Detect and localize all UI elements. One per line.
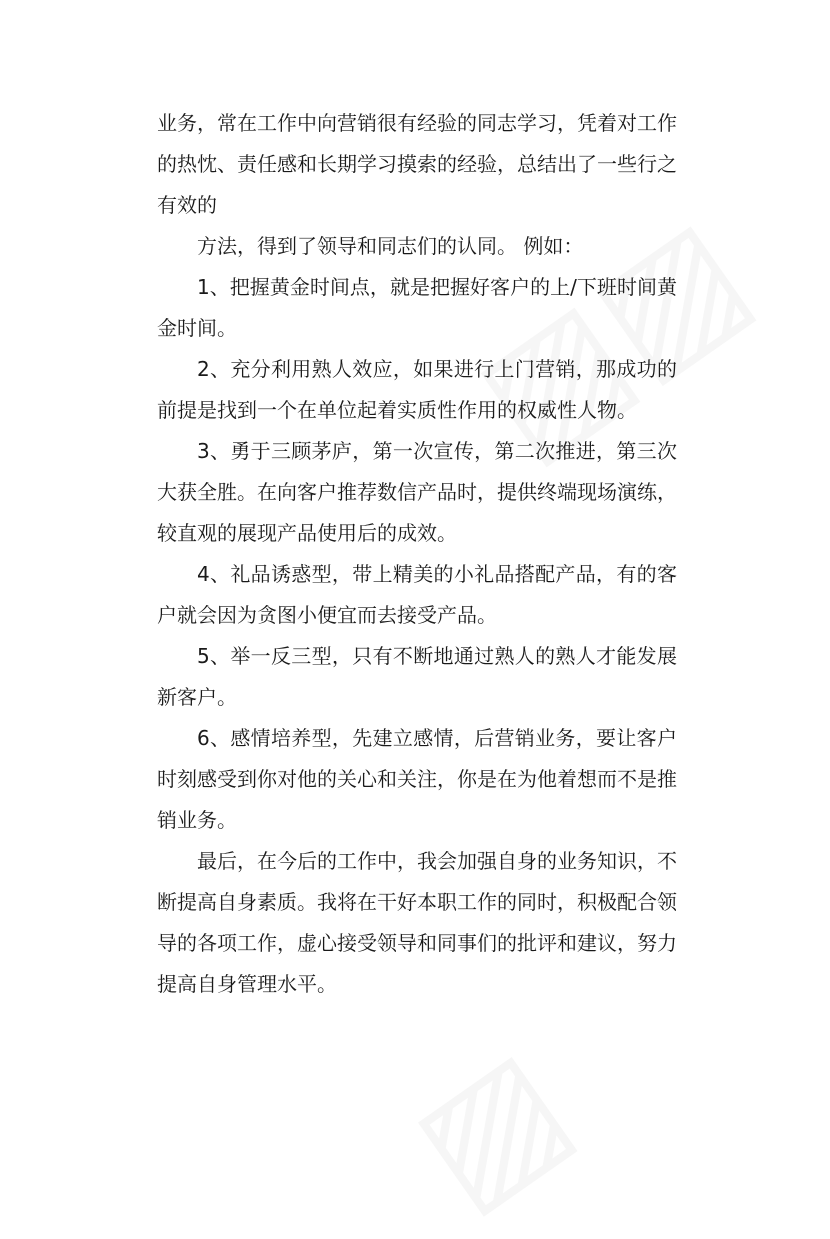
document-body <box>157 103 677 1005</box>
watermark-bottom <box>383 1015 599 1239</box>
paragraph-conclusion: 最后，在今后的工作中，我会加强自身的业务知识，不断提高自身素质。我将在干好本职工作的同时，积极配合领导的各项工作，虚心接受领导和同事们的批评和建议，努力提高自身管理水平。 <box>157 849 677 996</box>
list-item-1: 1、把握黄金时间点，就是把握好客户的上/下班时间黄金时间。 <box>157 275 677 340</box>
paragraph-method: 方法，得到了领导和同志们的认同。 例如： <box>197 234 584 258</box>
list-item-3: 3、勇于三顾茅庐，第一次宣传，第二次推进，第三次大获全胜。在向客户推荐数信产品时，提供终端现场演练，较直观的展现产品使用后的成效。 <box>157 439 677 545</box>
list-item-6: 6、感情培养型，先建立感情，后营销业务，要让客户时刻感受到你对他的关心和关注，你是在为他着想而不是推销业务。 <box>157 726 677 832</box>
list-item-4: 4、礼品诱惑型，带上精美的小礼品搭配产品，有的客户就会因为贪图小便宜而去接受产品。 <box>157 562 677 627</box>
list-item-2: 2、充分利用熟人效应，如果进行上门营销，那成功的前提是找到一个在单位起着实质性作用的权威性人物。 <box>157 357 677 422</box>
paragraph-intro: 业务，常在工作中向营销很有经验的同志学习，凭着对工作的热忱、责任感和长期学习摸索的经验，总结出了一些行之有效的 <box>157 111 677 217</box>
list-item-5: 5、举一反三型，只有不断地通过熟人的熟人才能发展新客户。 <box>157 644 677 709</box>
